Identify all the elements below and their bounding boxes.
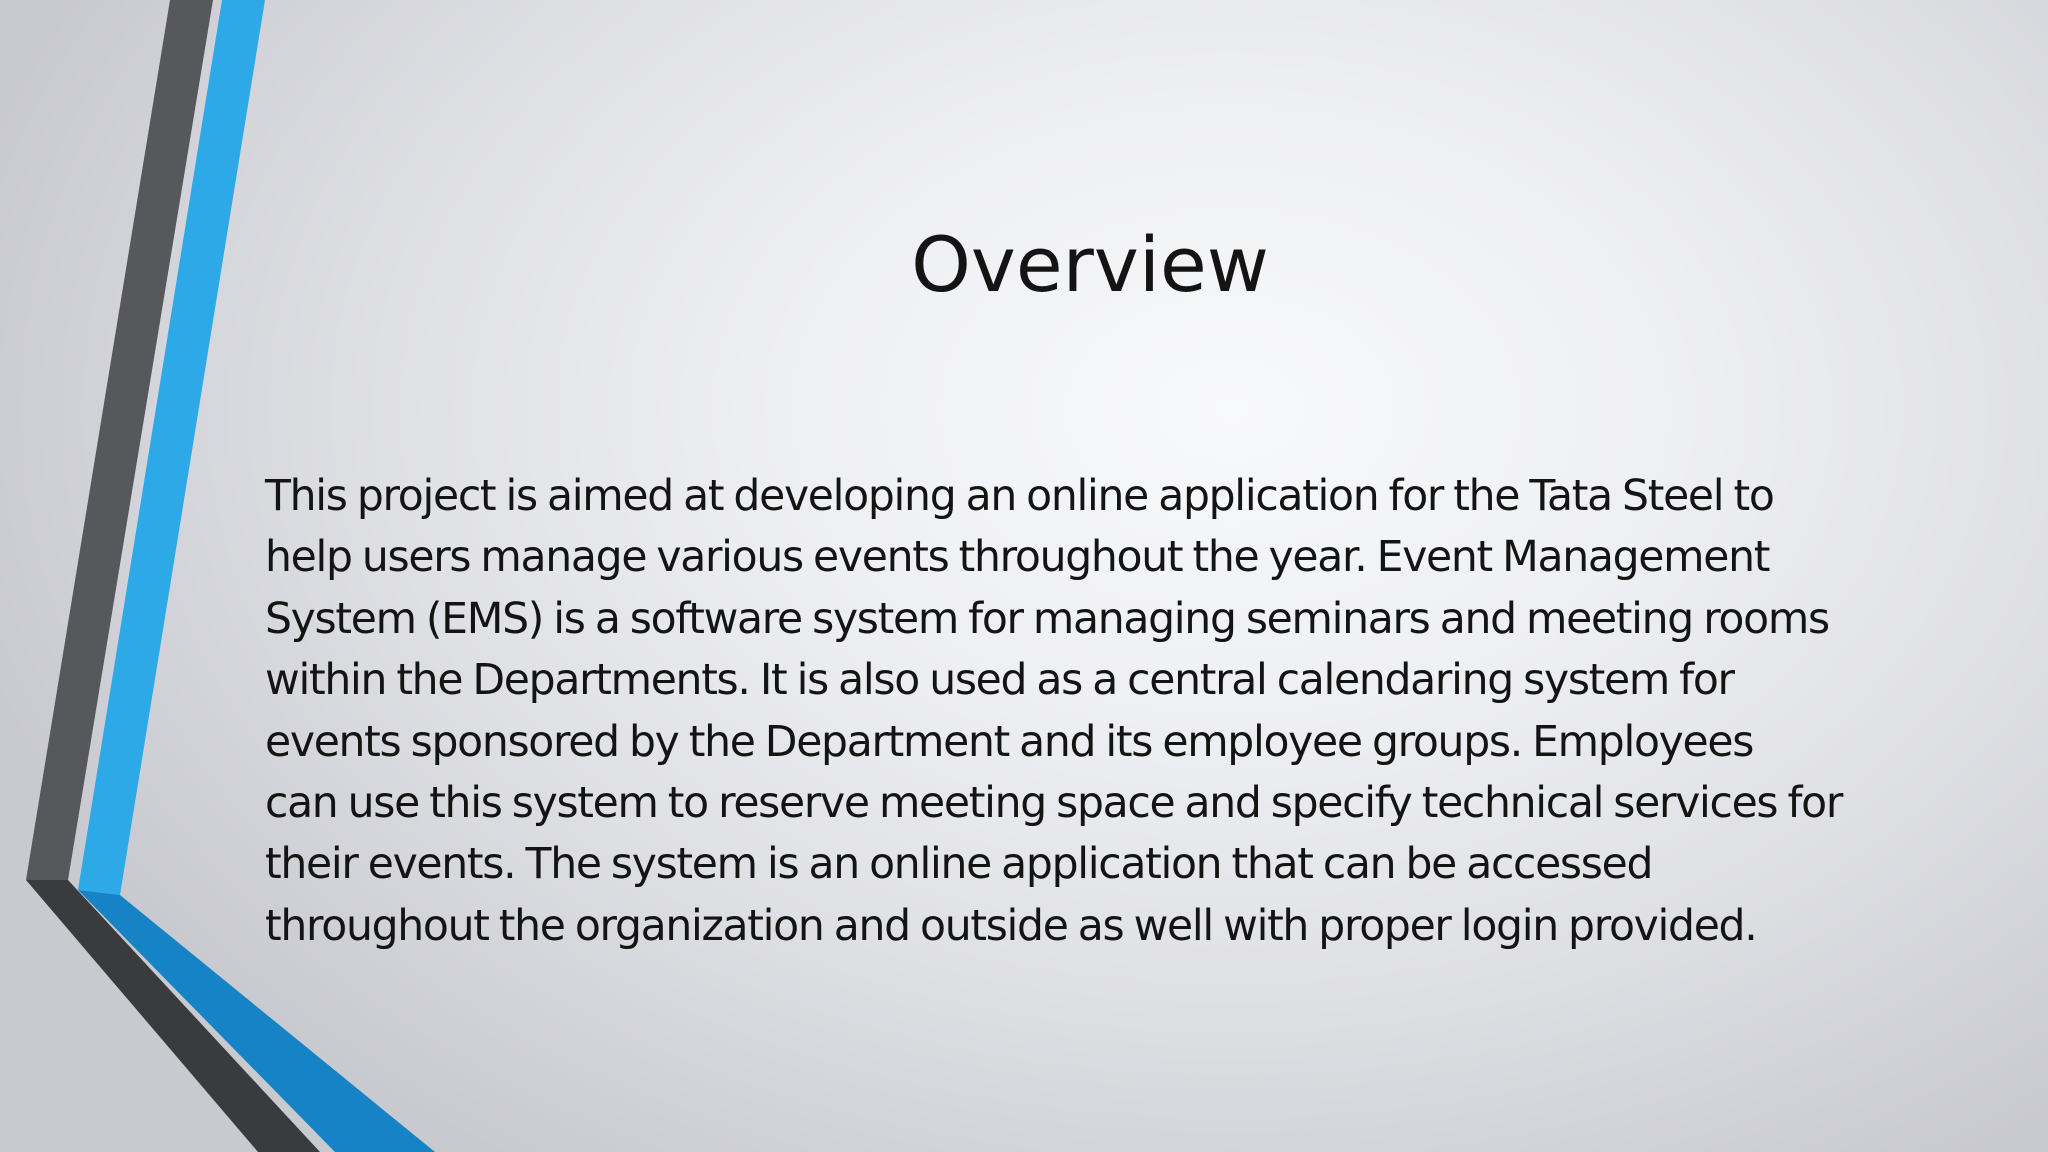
body-line: This project is aimed at developing an online application for the Tata Steel to — [265, 472, 1774, 521]
slide-title: Overview — [911, 220, 1269, 309]
body-line: throughout the organization and outside as well with proper login provided. — [265, 901, 1757, 951]
body-line: within the Departments. It is also used as a central calendaring system for — [265, 656, 1734, 706]
slide-body — [265, 466, 1935, 957]
body-line: can use this system to reserve meeting space and specify technical services for — [265, 779, 1843, 829]
body-line: their events. The system is an online application that can be accessed — [265, 840, 1653, 890]
body-line: System (EMS) is a software system for managing seminars and meeting rooms — [265, 594, 1829, 644]
body-line: events sponsored by the Department and its employee groups. Employees — [265, 717, 1754, 767]
body-line: help users manage various events throughout the year. Event Management — [265, 533, 1770, 583]
